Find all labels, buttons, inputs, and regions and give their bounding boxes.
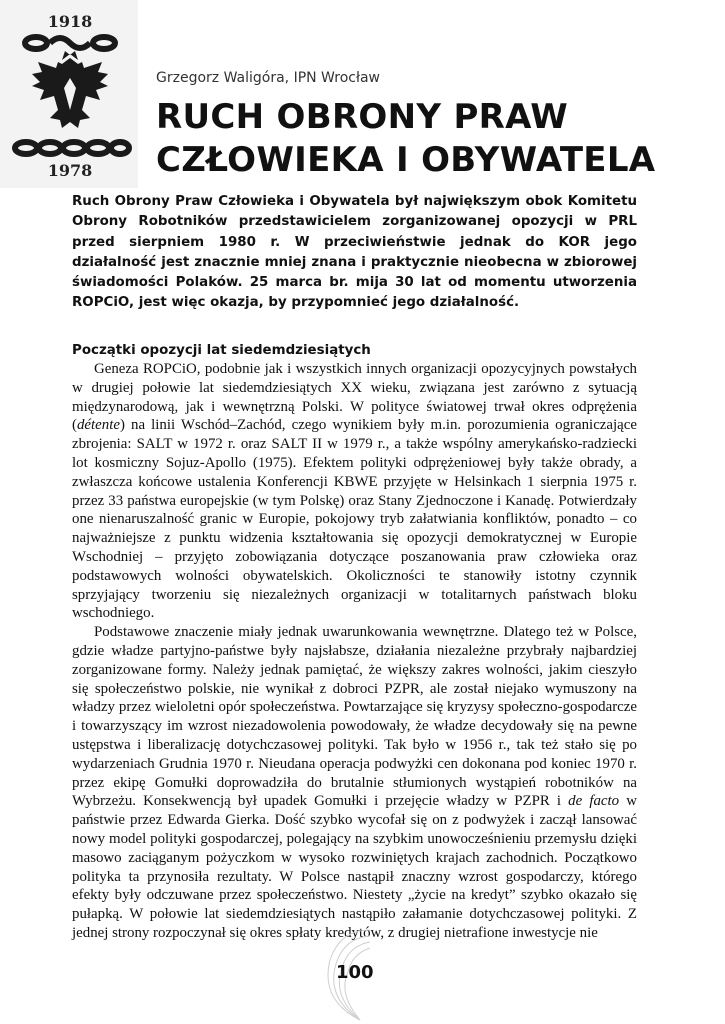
eagle-chains-emblem-icon <box>0 0 138 188</box>
body-paragraph-2 <box>72 623 637 943</box>
lead-paragraph: Ruch Obrony Praw Człowieka i Obywatela był największym obok Komitetu Obrony Robotników przedstawicielem zorganizowanej opozycji w PRL przed sierpniem 1980 r. W przeciwieństwie jednak do KOR jego działalność jest znacznie mniej znana i praktycznie nieobecna w zbiorowej świadomości Polaków. 25 marca br. mija 30 lat od momentu utworzenia ROPCiO, jest więc okazja, by przypomnieć jego działalność. <box>72 194 637 311</box>
paragraph-2-text-a: Podstawowe znaczenie miały jednak uwarunkowania wewnętrzne. Dlatego też w Polsce, gdzie władze partyjno-państwe były najsłabsze, działania niezależne przybrały najbardziej zorganizowane formy. Należy jednak pamiętać, że większy zakres wolności, jakim cieszyło się społeczeństwo polskie, nie wynikał z dobroci PZPR, ale został niejako wymuszony na władzy przez wieloletni opór społeczeństwa. Powtarzające się kryzysy społeczno-gospodarcze i towarzyszący im wzrost niezadowolenia powodowały, że władze decydowały się na pewne ustępstwa i liberalizację dotychczasowej polityki. Tak było w 1956 r., tak też stało się po wydarzeniach Grudnia 1970 r. Nieudana operacja podwyżki cen dokonana pod koniec 1970 r. przez ekipę Gomułki doprowadziła do brutalnie stłumionych wystąpień robotników na Wybrzeżu. Konsekwencją był upadek Gomułki i przejęcie władzy w PZPR i <box>72 624 637 810</box>
paragraph-2-text-b: w państwie przez Edwarda Gierka. Dość szybko wycofał się on z podwyżek i zaczął lansować nowy model polityki gospodarczej, polegający na szybkim unowocześnieniu przemysłu dzięki masowo zaciąganym pożyczkom w wysoko rozwiniętych krajach zachodnich. Początkowo polityka ta przynosiła rezultaty. W Polsce nastąpił znaczny wzrost gospodarczy, którego efekty były odczuwane przez społeczeństwo. Niestety „życie na kredyt” szybko okazało się pułapką. W połowie lat siedemdziesiątych nastąpiło załamanie dotychczasowej polityki. Z jednej strony rozpoczynał się okres spłaty kredytów, z drugiej nietrafione inwestycje nie <box>72 793 637 941</box>
section-heading: Początki opozycji lat siedemdziesiątych <box>72 343 371 358</box>
paragraph-1-text-a: Geneza ROPCiO, podobnie jak i wszystkich innych organizacji opozycyjnych powstałych w drugiej połowie lat siedemdziesiątych XX wieku, związana jest zarówno z sytuacją międzynarodową, jak i wewnętrzną Polski. W polityce światowej trwał okres odprężenia ( <box>72 361 637 434</box>
logo-year-top: 1918 <box>47 12 93 31</box>
paragraph-1-text-b: ) na linii Wschód–Zachód, czego wynikiem były m.in. porozumienia ograniczające zbrojenia: SALT w 1972 r. oraz SALT II w 1979 r., a także wspólny amerykańsko-radziecki lot kosmiczny Sojuz-Apollo (1975). Efektem polityki odprężeniowej były także obrady, a zwłaszcza końcowe ustalenia Konferencji KBWE przyjęte w Helsinkach 1 sierpnia 1975 r. przez 33 państwa europejskie (w tym Polskę) oraz Stany Zjednoczone i Kanadę. Potwierdzały one nienaruszalność granic w Europie, pokojowy tryb załatwiania konfliktów, ponadto – co najważniejsze z punktu widzenia kształtowania się opozycji demokratycznej w Europie Wschodniej – przyjęto zobowiązania dotyczące poszanowania praw człowieka oraz podstawowych wolności obywatelskich. Okoliczności te stanowiły istotny czynnik sprzyjający tworzeniu się niezależnych organizacji w totalitarnych państwach bloku wschodniego. <box>72 417 637 622</box>
body-paragraph-1 <box>72 360 637 623</box>
title-line-1: RUCH OBRONY PRAW <box>156 97 569 137</box>
logo-year-bottom: 1978 <box>47 161 93 180</box>
paragraph-2-term: de facto <box>568 793 620 810</box>
ropcio-logo <box>0 0 138 188</box>
author-byline: Grzegorz Waligóra, IPN Wrocław <box>156 70 380 86</box>
page-number: 100 <box>336 962 374 983</box>
title-line-2: CZŁOWIEKA I OBYWATELA <box>156 140 656 180</box>
article-title <box>156 96 655 182</box>
paragraph-1-term: détente <box>76 417 120 434</box>
article-body <box>72 360 637 943</box>
